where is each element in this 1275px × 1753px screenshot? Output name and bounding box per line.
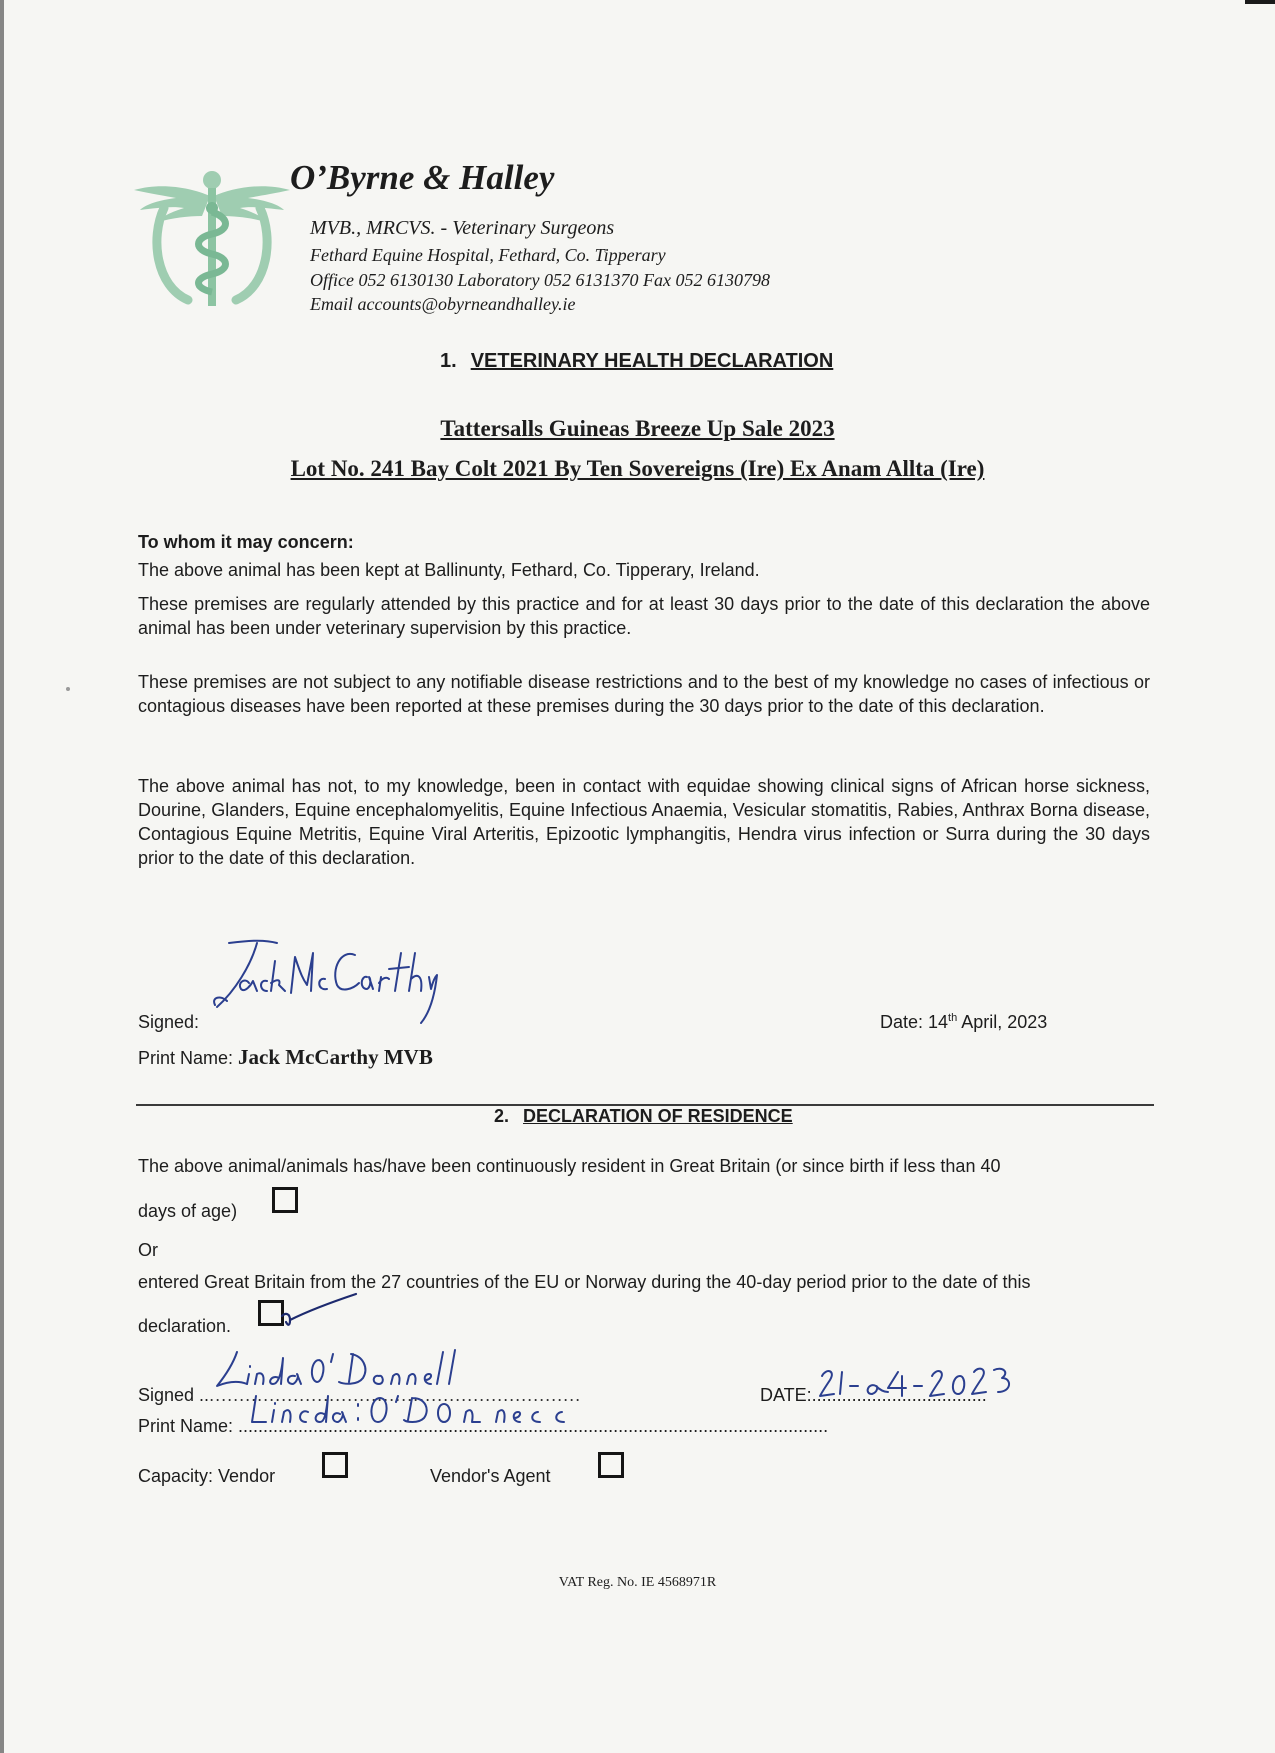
signed-label: Signed: bbox=[138, 1012, 200, 1032]
firm-email: Email accounts@obyrneandhalley.ie bbox=[310, 294, 576, 314]
checkmark-icon bbox=[280, 1290, 360, 1335]
vet-declaration-date: Date: 14th April, 2023 bbox=[880, 1012, 1048, 1032]
section-2-heading bbox=[494, 1106, 793, 1127]
paragraph-premises: The above animal has been kept at Ballinunty, Fethard, Co. Tipperary, Ireland. bbox=[138, 560, 760, 580]
residence-option-1-text: The above animal/animals has/have been continuously resident in Great Britain (or since birth if less than 40 bbox=[138, 1156, 1001, 1176]
vet-print-name: Print Name: Jack McCarthy MVB bbox=[138, 1045, 433, 1069]
section-1-title: VETERINARY HEALTH DECLARATION bbox=[470, 350, 834, 372]
scan-speck bbox=[66, 687, 70, 691]
capacity-vendor-checkbox[interactable] bbox=[322, 1452, 348, 1478]
caduceus-logo-icon bbox=[132, 168, 292, 313]
firm-phone-numbers: Office 052 6130130 Laboratory 052 6131370 Fax 052 6130798 bbox=[310, 270, 770, 290]
or-label: Or bbox=[138, 1240, 158, 1260]
vet-print-name-value: Jack McCarthy MVB bbox=[238, 1045, 433, 1069]
residence-option-2-text-cont: declaration. bbox=[138, 1316, 232, 1336]
sale-title: Tattersalls Guineas Breeze Up Sale 2023 bbox=[440, 416, 835, 441]
scan-corner-mark bbox=[1245, 0, 1275, 4]
vendors-agent-checkbox[interactable] bbox=[598, 1452, 624, 1478]
residence-option-1-checkbox[interactable] bbox=[272, 1187, 298, 1213]
vendor-signed-line: Signed ................................................................ bbox=[138, 1385, 582, 1405]
firm-qualifications: MVB., MRCVS. - Veterinary Surgeons bbox=[310, 217, 615, 239]
vendor-print-name-line: Print Name: ...................................................................................................................... bbox=[138, 1416, 829, 1436]
section-2-number: 2. bbox=[494, 1106, 510, 1126]
vendor-print-name-value bbox=[250, 1392, 580, 1433]
firm-name: O’Byrne & Halley bbox=[290, 158, 555, 197]
vendor-date-line: DATE:................................... bbox=[760, 1385, 987, 1405]
scan-edge bbox=[0, 0, 4, 1753]
section-1-heading bbox=[440, 350, 833, 373]
vat-registration: VAT Reg. No. IE 4568971R bbox=[558, 1575, 717, 1590]
lot-title: Lot No. 241 Bay Colt 2021 By Ten Sovereigns (Ire) Ex Anam Allta (Ire) bbox=[290, 456, 985, 481]
residence-option-1-text-cont: days of age) bbox=[138, 1201, 238, 1221]
firm-address: Fethard Equine Hospital, Fethard, Co. Tipperary bbox=[310, 245, 666, 265]
residence-option-2-text: entered Great Britain from the 27 countries of the EU or Norway during the 40-day period prior to the date of this bbox=[138, 1272, 1031, 1292]
section-1-number: 1. bbox=[440, 350, 457, 372]
paragraph-contact-equidae: The above animal has not, to my knowledge, been in contact with equidae showing clinical signs of African horse sickness, Dourine, Glanders, Equine encephalomyelitis, Equine Infectious Anaemia, Vesicular stomatitis, Rabies, Anthrax Borna disease, Contagious Equine Metritis, Equine Viral Arteritis, Epizootic lymphangitis, Hendra virus infection or Surra during the 30 days prior to the date of this declaration. bbox=[138, 776, 1150, 868]
salutation: To whom it may concern: bbox=[138, 532, 354, 552]
vet-signature bbox=[205, 935, 445, 1032]
paragraph-disease-restrictions: These premises are not subject to any notifiable disease restrictions and to the best of my knowledge no cases of infectious or contagious diseases have been reported at these premises during the 30 days prior to the date of this declaration. bbox=[138, 672, 1150, 716]
vendors-agent-label: Vendor's Agent bbox=[430, 1466, 551, 1486]
capacity-vendor-label: Capacity: Vendor bbox=[138, 1466, 276, 1486]
vendor-date-value bbox=[818, 1364, 1058, 1409]
paragraph-supervision: These premises are regularly attended by this practice and for at least 30 days prior to the date of this declaration the above animal has been under veterinary supervision by this practice. bbox=[138, 594, 1150, 638]
section-2-title: DECLARATION OF RESIDENCE bbox=[523, 1106, 793, 1126]
